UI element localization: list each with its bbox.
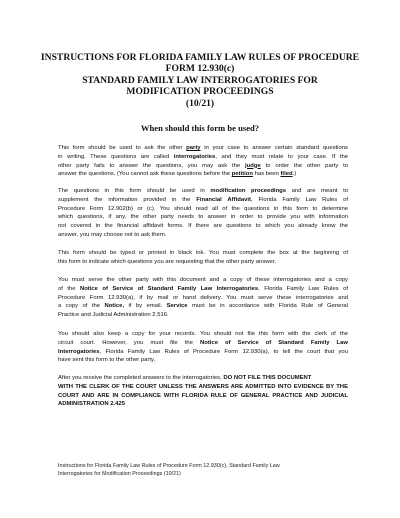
term-financial-affidavit: Financial Affidavit bbox=[196, 196, 251, 203]
paragraph-purpose: This form should be used to ask the other party in your case to answer certain standard questions in writing. These questions are called interrogatories, and they must relate to your case. If the other party fails to answer the questions, you may ask the judge to order the other party to answer the questions. (You cannot ask these questions before the petition has been filed.) bbox=[58, 145, 349, 178]
term-judge: judge bbox=[245, 162, 261, 169]
paragraph-modification: The questions in this form should be used in modification proceedings and are meant to supplement the information provided in the Financial Affidavit, Florida Family Law Rules of Procedure Form 12.902(b) or (c). You should read all of the questions in this form to determine which questions, if any, the other party needs to answer in order to provide you with information not covered in the financial affidavit forms. If there are questions to which you already know the answer, you may choose not to ask them. bbox=[58, 188, 348, 238]
title-line: STANDARD FAMILY LAW INTERROGATORIES FOR bbox=[82, 74, 318, 86]
term-interrogatories: interrogatories bbox=[173, 153, 216, 160]
term-service: Service bbox=[166, 303, 188, 310]
footer-line: Interrogatories for Modification Proceedings (10/21) bbox=[58, 471, 181, 477]
term-notice-of-service: Notice of Service of Standard Family Law Interrogatories bbox=[79, 285, 259, 292]
footer-line: Instructions for Florida Family Law Rules of Procedure Form 12.930(c), Standard Family Law bbox=[58, 463, 280, 469]
document-title bbox=[40, 52, 360, 109]
term-interrogatories-2: Interrogatories bbox=[58, 348, 100, 355]
title-line: FORM 12.930(c) bbox=[165, 63, 235, 75]
title-line: MODIFICATION PROCEEDINGS bbox=[126, 86, 274, 98]
term-party: party bbox=[186, 145, 201, 151]
paragraph-service: You must serve the other party with this document and a copy of these interrogatories and a copy of the Notice of Service of Standard Family Law Interrogatories, Florida Family Law Rules of Procedure Form 12.930(a), if by mail or hand delivery. You must serve these interrogatories and a copy of the Notice, if by email. Service must be in accordance with Florida Rule of General Practice and Judicial Administration 2.516. bbox=[58, 277, 348, 318]
term-petition: petition bbox=[231, 171, 253, 178]
term-filed: filed bbox=[280, 171, 293, 178]
title-line: INSTRUCTIONS FOR FLORIDA FAMILY LAW RULES OF PROCEDURE bbox=[40, 52, 360, 63]
paragraph-filing-warning: After you receive the completed answers to the interrogatories, DO NOT FILE THIS DOCUMENT WITH THE CLERK OF THE COURT UNLESS THE ANSWERS ARE ADMITTED INTO EVIDENCE BY THE COURT AND ARE IN COMPLIANCE WITH FLORIDA RULE OF GENERAL PRACTICE AND JUDICIAL ADMINISTRATION 2.425 bbox=[58, 375, 348, 408]
page-footer bbox=[58, 462, 348, 478]
term-modification-proceedings: modification proceedings bbox=[210, 188, 287, 194]
term-notice: Notice, bbox=[104, 303, 125, 310]
title-line: (10/21) bbox=[185, 97, 215, 109]
paragraph-records: You should also keep a copy for your records. You should not file this form with the clerk of the circuit court. However, you must file the Notice of Service of Standard Family Law Interrogatories, Florida Family Law Rules of Procedure Form 12.930(a), to tell the court that you have sent this form to the other party. bbox=[58, 331, 348, 364]
section-heading: When should this form be used? bbox=[140, 123, 260, 133]
paragraph-ink: This form should be typed or printed in black ink. You must complete the box at the beginning of this form to indicate which questions you are requesting that the other party answer. bbox=[58, 250, 348, 265]
term-notice-of-service-2: Notice of Service of Standard Family Law bbox=[199, 339, 348, 346]
